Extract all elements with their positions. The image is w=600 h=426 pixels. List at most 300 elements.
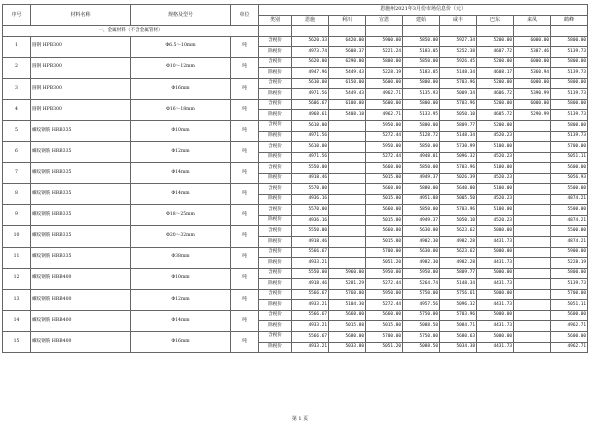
price-cell-excl xyxy=(329,258,366,269)
price-cell-incl: 5566.67 xyxy=(292,310,329,321)
price-cell-excl: 4948.01 xyxy=(403,152,440,163)
price-cell-excl: 4947.96 xyxy=(292,68,329,79)
price-cell-excl: 5272.44 xyxy=(366,152,403,163)
price-type-excl: 除税价 xyxy=(259,194,292,205)
table-row xyxy=(3,142,588,153)
price-cell-excl: 5015.88 xyxy=(329,321,366,332)
price-cell-excl: 5050.10 xyxy=(440,110,477,121)
price-cell-excl xyxy=(514,342,551,353)
item-material-name: 圆钢 HPB300 xyxy=(31,57,131,78)
price-type-incl: 含税价 xyxy=(259,331,292,342)
price-type-excl: 除税价 xyxy=(259,279,292,290)
table-row xyxy=(3,226,588,237)
item-unit: 吨 xyxy=(231,142,259,163)
price-cell-excl: 4874.21 xyxy=(551,237,588,248)
table-row xyxy=(3,163,588,174)
price-cell-incl: 5700.00 xyxy=(551,289,588,300)
price-cell-incl: 5880.00 xyxy=(403,184,440,195)
price-cell-incl: 5756.61 xyxy=(440,289,477,300)
price-type-excl: 除税价 xyxy=(259,110,292,121)
price-cell-incl: 6000.00 xyxy=(514,36,551,47)
price-cell-excl: 5056.93 xyxy=(551,173,588,184)
table-row xyxy=(3,78,588,89)
price-cell-incl xyxy=(329,226,366,237)
price-cell-incl: 5610.00 xyxy=(292,142,329,153)
price-cell-excl: 5104.30 xyxy=(329,300,366,311)
price-type-incl: 含税价 xyxy=(259,226,292,237)
price-cell-excl: 5221.24 xyxy=(366,47,403,58)
table-row xyxy=(3,331,588,342)
item-spec: Φ18～25mm xyxy=(131,205,231,226)
price-type-excl: 除税价 xyxy=(259,152,292,163)
price-cell-incl: 5680.63 xyxy=(440,331,477,342)
price-cell-excl: 5128.72 xyxy=(403,131,440,142)
price-cell-incl: 5566.67 xyxy=(292,331,329,342)
price-type-incl: 含税价 xyxy=(259,121,292,132)
price-cell-incl: 6000.00 xyxy=(514,78,551,89)
price-cell-excl xyxy=(514,215,551,226)
price-cell-incl: 5600.00 xyxy=(366,99,403,110)
price-cell-incl xyxy=(329,247,366,258)
price-cell-incl: 5600.00 xyxy=(366,78,403,89)
header-city: 咸丰 xyxy=(440,15,477,26)
header-city: 巴东 xyxy=(477,15,514,26)
price-type-incl: 含税价 xyxy=(259,78,292,89)
price-cell-excl: 5034.38 xyxy=(440,342,477,353)
price-cell-incl xyxy=(329,163,366,174)
item-number: 2 xyxy=(3,57,31,78)
section-empty-cell xyxy=(292,26,329,37)
item-unit: 吨 xyxy=(231,78,259,99)
price-cell-incl: 5809.77 xyxy=(440,268,477,279)
item-unit: 吨 xyxy=(231,331,259,352)
price-type-incl: 含税价 xyxy=(259,184,292,195)
price-table xyxy=(2,4,588,353)
item-unit: 吨 xyxy=(231,310,259,331)
price-cell-incl: 5660.00 xyxy=(366,310,403,321)
item-material-name: 螺纹钢筋 HRB335 xyxy=(31,226,131,247)
item-number: 9 xyxy=(3,205,31,226)
item-unit: 吨 xyxy=(231,268,259,289)
price-cell-excl: 4874.21 xyxy=(551,194,588,205)
table-row xyxy=(3,310,588,321)
price-cell-incl: 5700.00 xyxy=(551,142,588,153)
price-cell-incl: 5750.00 xyxy=(403,331,440,342)
item-material-name: 螺纹钢筋 HRB335 xyxy=(31,184,131,205)
item-number: 13 xyxy=(3,289,31,310)
price-type-excl: 除税价 xyxy=(259,89,292,100)
price-cell-incl xyxy=(514,247,551,258)
table-row xyxy=(3,184,588,195)
header-spec: 规格及型号 xyxy=(131,5,231,26)
price-cell-incl: 5000.00 xyxy=(477,268,514,279)
item-spec: Φ16～18mm xyxy=(131,99,231,120)
price-type-excl: 除税价 xyxy=(259,47,292,58)
price-cell-incl: 5566.67 xyxy=(292,247,329,258)
price-type-excl: 除税价 xyxy=(259,342,292,353)
table-row xyxy=(3,36,588,47)
item-unit: 吨 xyxy=(231,205,259,226)
price-cell-incl: 5640.00 xyxy=(440,184,477,195)
price-cell-excl: 5139.73 xyxy=(551,68,588,79)
price-cell-excl xyxy=(329,173,366,184)
price-cell-incl: 5550.00 xyxy=(292,226,329,237)
price-cell-excl: 4971.56 xyxy=(292,89,329,100)
price-cell-excl: 5051.11 xyxy=(551,300,588,311)
price-cell-excl: 5449.43 xyxy=(329,89,366,100)
price-cell-incl: 5680.00 xyxy=(329,331,366,342)
price-cell-excl: 5139.73 xyxy=(551,131,588,142)
item-material-name: 螺纹钢筋 HRB335 xyxy=(31,142,131,163)
table-row xyxy=(3,268,588,279)
price-type-incl: 含税价 xyxy=(259,36,292,47)
header-city: 恩施 xyxy=(292,15,329,26)
price-cell-excl: 4982.30 xyxy=(403,258,440,269)
price-cell-excl: 5139.73 xyxy=(551,279,588,290)
price-cell-excl: 5005.50 xyxy=(440,194,477,205)
price-cell-excl: 4918.46 xyxy=(292,173,329,184)
price-cell-excl xyxy=(514,237,551,248)
price-cell-excl: 4968.61 xyxy=(292,110,329,121)
item-number: 11 xyxy=(3,247,31,268)
price-type-excl: 除税价 xyxy=(259,300,292,311)
price-cell-excl: 4874.21 xyxy=(551,215,588,226)
price-cell-excl: 4962.71 xyxy=(551,342,588,353)
price-cell-incl: 5700.00 xyxy=(366,331,403,342)
price-cell-incl: 5550.00 xyxy=(292,163,329,174)
item-number: 7 xyxy=(3,163,31,184)
price-type-incl: 含税价 xyxy=(259,289,292,300)
header-row-top xyxy=(3,5,588,16)
price-cell-incl: 5800.00 xyxy=(366,57,403,68)
price-cell-incl xyxy=(514,121,551,132)
price-cell-excl: 5139.73 xyxy=(551,47,588,58)
price-cell-incl: 5950.00 xyxy=(366,142,403,153)
item-spec: Φ12mm xyxy=(131,142,231,163)
price-type-incl: 含税价 xyxy=(259,99,292,110)
price-cell-incl: 5703.96 xyxy=(440,310,477,321)
price-cell-excl xyxy=(514,152,551,163)
price-cell-incl: 5809.77 xyxy=(440,121,477,132)
price-cell-incl: 5630.00 xyxy=(403,247,440,258)
section-empty-cell xyxy=(329,26,366,37)
item-spec: Φ10～12mm xyxy=(131,57,231,78)
item-number: 8 xyxy=(3,184,31,205)
price-cell-incl xyxy=(514,331,551,342)
price-cell-incl: 5623.62 xyxy=(440,226,477,237)
price-type-excl: 除税价 xyxy=(259,237,292,248)
price-cell-excl: 4607.72 xyxy=(477,47,514,58)
item-spec: Φ10mm xyxy=(131,121,231,142)
price-type-incl: 含税价 xyxy=(259,268,292,279)
price-cell-incl: 5750.00 xyxy=(403,289,440,300)
price-cell-excl xyxy=(514,321,551,332)
header-unit: 单位 xyxy=(231,5,259,26)
price-cell-incl: 5500.00 xyxy=(551,184,588,195)
item-spec: Φ14mm xyxy=(131,163,231,184)
price-cell-excl: 4933.21 xyxy=(292,300,329,311)
price-cell-incl: 5850.00 xyxy=(403,205,440,216)
price-cell-incl: 5600.00 xyxy=(551,310,588,321)
price-cell-excl: 4431.73 xyxy=(477,279,514,290)
price-cell-excl: 5148.34 xyxy=(440,68,477,79)
price-cell-excl: 5088.50 xyxy=(403,342,440,353)
price-cell-incl: 5800.00 xyxy=(551,78,588,89)
price-cell-excl: 4933.21 xyxy=(292,321,329,332)
item-spec: Φ16mm xyxy=(131,78,231,99)
price-cell-incl: 5960.00 xyxy=(329,268,366,279)
price-cell-excl: 5015.80 xyxy=(366,321,403,332)
price-cell-excl: 5051.11 xyxy=(551,152,588,163)
price-cell-excl: 4982.28 xyxy=(440,237,477,248)
item-spec: Φ16mm xyxy=(131,331,231,352)
price-cell-excl: 5290.99 xyxy=(514,110,551,121)
price-cell-incl: 5800.00 xyxy=(551,99,588,110)
price-type-incl: 含税价 xyxy=(259,247,292,258)
price-cell-excl xyxy=(514,173,551,184)
price-cell-incl xyxy=(514,268,551,279)
price-cell-excl: 5183.05 xyxy=(403,68,440,79)
table-row xyxy=(3,205,588,216)
price-cell-incl: 5620.33 xyxy=(292,36,329,47)
price-cell-excl: 4962.71 xyxy=(366,110,403,121)
page-number: 第 1 页 xyxy=(291,416,309,422)
price-cell-incl: 5950.00 xyxy=(366,268,403,279)
price-cell-excl: 5050.10 xyxy=(440,215,477,226)
price-cell-excl: 4520.23 xyxy=(477,215,514,226)
price-cell-incl: 5660.00 xyxy=(366,184,403,195)
price-cell-excl: 4949.37 xyxy=(403,215,440,226)
price-cell-excl: 5387.46 xyxy=(514,47,551,58)
price-cell-excl: 4962.71 xyxy=(551,321,588,332)
price-type-incl: 含税价 xyxy=(259,142,292,153)
item-material-name: 圆钢 HPB300 xyxy=(31,99,131,120)
section-empty-cell xyxy=(551,26,588,37)
price-cell-excl: 4982.28 xyxy=(440,258,477,269)
price-cell-incl: 5000.00 xyxy=(477,331,514,342)
price-cell-excl xyxy=(514,131,551,142)
header-price-title: 恩施州2021年3月份市场信息价（元） xyxy=(259,5,588,16)
table-row xyxy=(3,99,588,110)
price-cell-incl: 5927.34 xyxy=(440,36,477,47)
header-material-name: 材料名称 xyxy=(31,5,131,26)
price-cell-incl: 5550.00 xyxy=(292,268,329,279)
price-cell-excl: 5139.73 xyxy=(551,89,588,100)
item-material-name: 螺纹钢筋 HRB400 xyxy=(31,331,131,352)
price-cell-incl: 5950.00 xyxy=(403,268,440,279)
item-spec: Φ20～32mm xyxy=(131,226,231,247)
price-cell-incl: 5566.67 xyxy=(292,289,329,300)
price-cell-excl: 4606.72 xyxy=(477,89,514,100)
price-cell-incl: 5100.00 xyxy=(477,184,514,195)
price-type-excl: 除税价 xyxy=(259,68,292,79)
price-cell-incl: 5570.00 xyxy=(292,184,329,195)
header-city: 鹤峰 xyxy=(551,15,588,26)
price-cell-incl: 5800.00 xyxy=(403,99,440,110)
section-title: 一、金属材料（不含金属管材） xyxy=(3,26,259,37)
price-cell-excl xyxy=(514,279,551,290)
header-city: 利川 xyxy=(329,15,366,26)
price-cell-excl: 5148.34 xyxy=(440,279,477,290)
price-cell-incl: 5750.00 xyxy=(403,310,440,321)
table-row xyxy=(3,57,588,68)
price-cell-excl: 5009.34 xyxy=(440,89,477,100)
item-number: 6 xyxy=(3,142,31,163)
price-cell-excl: 4431.73 xyxy=(477,321,514,332)
price-cell-excl: 4605.72 xyxy=(477,110,514,121)
price-type-incl: 含税价 xyxy=(259,205,292,216)
price-cell-incl: 6150.00 xyxy=(329,78,366,89)
price-cell-excl: 4431.73 xyxy=(477,342,514,353)
price-cell-excl: 5148.34 xyxy=(440,131,477,142)
price-cell-excl: 4971.56 xyxy=(292,152,329,163)
price-cell-excl xyxy=(329,152,366,163)
section-row xyxy=(3,26,588,37)
price-cell-excl xyxy=(329,194,366,205)
price-cell-excl: 5408.18 xyxy=(329,110,366,121)
price-cell-incl: 5700.00 xyxy=(366,247,403,258)
price-cell-incl xyxy=(514,226,551,237)
price-cell-incl xyxy=(514,142,551,153)
price-cell-excl: 5015.80 xyxy=(366,237,403,248)
header-city: 宣恩 xyxy=(366,15,403,26)
price-cell-incl: 5800.00 xyxy=(551,121,588,132)
price-type-excl: 除税价 xyxy=(259,215,292,226)
item-spec: Φ38mm xyxy=(131,247,231,268)
item-unit: 吨 xyxy=(231,184,259,205)
item-number: 12 xyxy=(3,268,31,289)
price-cell-excl: 5135.93 xyxy=(403,89,440,100)
price-cell-excl: 5272.44 xyxy=(366,300,403,311)
price-cell-excl: 4971.56 xyxy=(292,131,329,142)
price-cell-excl: 5281.29 xyxy=(329,279,366,290)
price-type-incl: 含税价 xyxy=(259,310,292,321)
price-cell-incl: 5660.00 xyxy=(366,226,403,237)
price-cell-excl: 5272.44 xyxy=(366,131,403,142)
item-number: 1 xyxy=(3,36,31,57)
item-unit: 吨 xyxy=(231,57,259,78)
table-row xyxy=(3,247,588,258)
price-cell-incl: 6100.00 xyxy=(329,99,366,110)
price-cell-excl: 5096.32 xyxy=(440,152,477,163)
price-cell-incl: 5610.00 xyxy=(292,78,329,89)
item-material-name: 螺纹钢筋 HRB400 xyxy=(31,268,131,289)
item-number: 15 xyxy=(3,331,31,352)
header-category: 类别 xyxy=(259,15,292,26)
price-cell-excl: 4982.30 xyxy=(403,237,440,248)
price-cell-incl: 5950.00 xyxy=(366,121,403,132)
price-cell-incl xyxy=(329,142,366,153)
item-number: 10 xyxy=(3,226,31,247)
item-material-name: 螺纹钢筋 HRB400 xyxy=(31,289,131,310)
price-cell-excl: 4431.73 xyxy=(477,300,514,311)
price-cell-excl: 5449.43 xyxy=(329,68,366,79)
item-spec: Φ14mm xyxy=(131,184,231,205)
price-cell-excl: 5183.05 xyxy=(403,47,440,58)
price-cell-incl: 5100.00 xyxy=(477,163,514,174)
item-unit: 吨 xyxy=(231,226,259,247)
price-cell-excl: 5608.37 xyxy=(329,47,366,58)
item-number: 5 xyxy=(3,121,31,142)
price-cell-excl: 4949.37 xyxy=(403,173,440,184)
price-cell-incl: 5900.00 xyxy=(551,247,588,258)
price-cell-incl xyxy=(329,121,366,132)
price-cell-incl: 5900.00 xyxy=(366,36,403,47)
price-cell-incl: 5200.00 xyxy=(477,121,514,132)
price-cell-incl: 5800.00 xyxy=(551,57,588,68)
price-cell-excl: 4608.17 xyxy=(477,68,514,79)
price-cell-excl: 5360.94 xyxy=(514,68,551,79)
price-cell-incl xyxy=(514,163,551,174)
price-cell-incl: 5660.00 xyxy=(366,163,403,174)
item-spec: Φ6.5～10mm xyxy=(131,36,231,57)
price-cell-incl: 5850.00 xyxy=(403,36,440,47)
price-cell-incl: 5800.00 xyxy=(403,121,440,132)
price-cell-excl xyxy=(514,194,551,205)
item-material-name: 圆钢 HPB300 xyxy=(31,36,131,57)
price-type-excl: 除税价 xyxy=(259,131,292,142)
item-number: 3 xyxy=(3,78,31,99)
price-cell-excl xyxy=(514,258,551,269)
section-empty-cell xyxy=(514,26,551,37)
price-cell-incl xyxy=(329,205,366,216)
price-cell-incl: 5100.00 xyxy=(477,205,514,216)
price-cell-excl: 4431.73 xyxy=(477,258,514,269)
item-unit: 吨 xyxy=(231,99,259,120)
price-cell-incl: 5926.45 xyxy=(440,57,477,68)
price-cell-excl: 4918.46 xyxy=(292,237,329,248)
price-cell-incl: 5703.96 xyxy=(440,99,477,110)
price-cell-incl: 5620.00 xyxy=(292,57,329,68)
price-cell-excl: 4957.56 xyxy=(403,300,440,311)
item-spec: Φ14mm xyxy=(131,310,231,331)
price-cell-incl: 6420.00 xyxy=(329,36,366,47)
price-cell-incl: 5500.00 xyxy=(551,205,588,216)
price-cell-incl: 5660.00 xyxy=(329,310,366,321)
price-cell-excl: 5088.50 xyxy=(403,321,440,332)
price-cell-excl: 4431.73 xyxy=(477,237,514,248)
price-cell-incl: 6000.00 xyxy=(514,57,551,68)
price-cell-incl xyxy=(514,289,551,300)
price-cell-excl: 4936.16 xyxy=(292,194,329,205)
price-cell-excl: 4520.23 xyxy=(477,131,514,142)
item-material-name: 螺纹钢筋 HRB335 xyxy=(31,121,131,142)
item-unit: 吨 xyxy=(231,289,259,310)
price-cell-excl: 5139.73 xyxy=(551,110,588,121)
price-cell-excl: 5390.99 xyxy=(514,89,551,100)
item-material-name: 螺纹钢筋 HRB335 xyxy=(31,205,131,226)
price-cell-excl: 5084.71 xyxy=(440,321,477,332)
item-spec: Φ12mm xyxy=(131,289,231,310)
price-cell-excl: 5264.74 xyxy=(403,279,440,290)
price-cell-excl: 4918.46 xyxy=(292,279,329,290)
price-cell-excl: 5133.95 xyxy=(403,110,440,121)
price-cell-excl: 4520.23 xyxy=(477,173,514,184)
price-cell-incl: 5703.96 xyxy=(440,163,477,174)
item-material-name: 螺纹钢筋 HRB400 xyxy=(31,310,131,331)
item-spec: Φ10mm xyxy=(131,268,231,289)
price-cell-incl: 5800.00 xyxy=(551,36,588,47)
price-cell-incl: 5570.00 xyxy=(292,205,329,216)
price-cell-excl: 5033.80 xyxy=(329,342,366,353)
price-cell-excl: 5026.39 xyxy=(440,173,477,184)
section-empty-cell xyxy=(366,26,403,37)
price-cell-incl: 5703.96 xyxy=(440,205,477,216)
price-cell-excl: 5272.44 xyxy=(366,279,403,290)
item-unit: 吨 xyxy=(231,247,259,268)
item-material-name: 螺纹钢筋 HRB335 xyxy=(31,163,131,184)
item-number: 4 xyxy=(3,99,31,120)
